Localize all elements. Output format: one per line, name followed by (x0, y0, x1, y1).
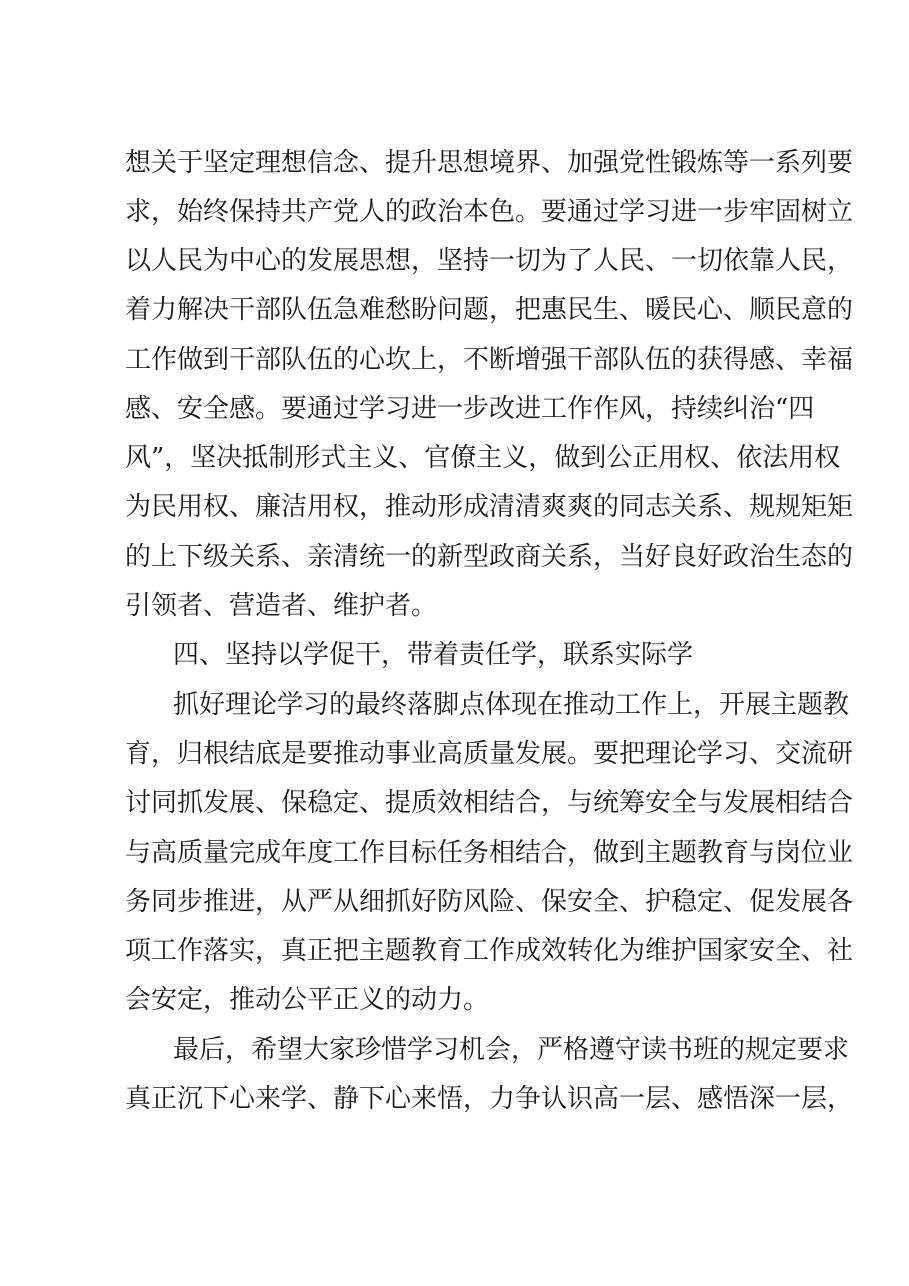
paragraph-first-line: 抓好理论学习的最终落脚点体现在推动工作上，开展主题教 (173, 690, 850, 720)
body-text-line: 的上下级关系、亲清统一的新型政商关系，当好良好政治生态的 (125, 542, 854, 572)
body-text-line: 会安定，推动公平正义的动力。 (125, 985, 490, 1015)
body-text-line: 以人民为中心的发展思想，坚持一切为了人民、一切依靠人民， (125, 246, 854, 276)
body-text-line: 讨同抓发展、保稳定、提质效相结合，与统筹安全与发展相结合 (125, 788, 854, 818)
paragraph-first-line: 最后，希望大家珍惜学习机会，严格遵守读书班的规定要求 (173, 1035, 850, 1065)
body-text-line: 感、安全感。要通过学习进一步改进工作作风，持续纠治“四 (125, 394, 815, 424)
section-heading: 四、坚持以学促干，带着责任学，联系实际学 (173, 640, 694, 670)
body-text-line: 想关于坚定理想信念、提升思想境界、加强党性锻炼等一系列要 (125, 148, 854, 178)
body-text-line: 为民用权、廉洁用权，推动形成清清爽爽的同志关系、规规矩矩 (125, 492, 854, 522)
body-text-line: 项工作落实，真正把主题教育工作成效转化为维护国家安全、社 (125, 936, 854, 966)
body-text-line: 引领者、营造者、维护者。 (125, 591, 438, 621)
body-text-line: 务同步推进，从严从细抓好防风险、保安全、护稳定、促发展各 (125, 887, 854, 917)
body-text-line: 育，归根结底是要推动事业高质量发展。要把理论学习、交流研 (125, 739, 854, 769)
body-text-line: 风”，坚决抵制形式主义、官僚主义，做到公正用权、依法用权 (125, 443, 841, 473)
body-text-line: 求，始终保持共产党人的政治本色。要通过学习进一步牢固树立 (125, 197, 854, 227)
body-text-line: 与高质量完成年度工作目标任务相结合，做到主题教育与岗位业 (125, 838, 854, 868)
body-text-line: 真正沉下心来学、静下心来悟，力争认识高一层、感悟深一层， (125, 1084, 854, 1114)
body-text-line: 工作做到干部队伍的心坎上，不断增强干部队伍的获得感、幸福 (125, 345, 854, 375)
body-text-line: 着力解决干部队伍急难愁盼问题，把惠民生、暖民心、顺民意的 (125, 295, 854, 325)
